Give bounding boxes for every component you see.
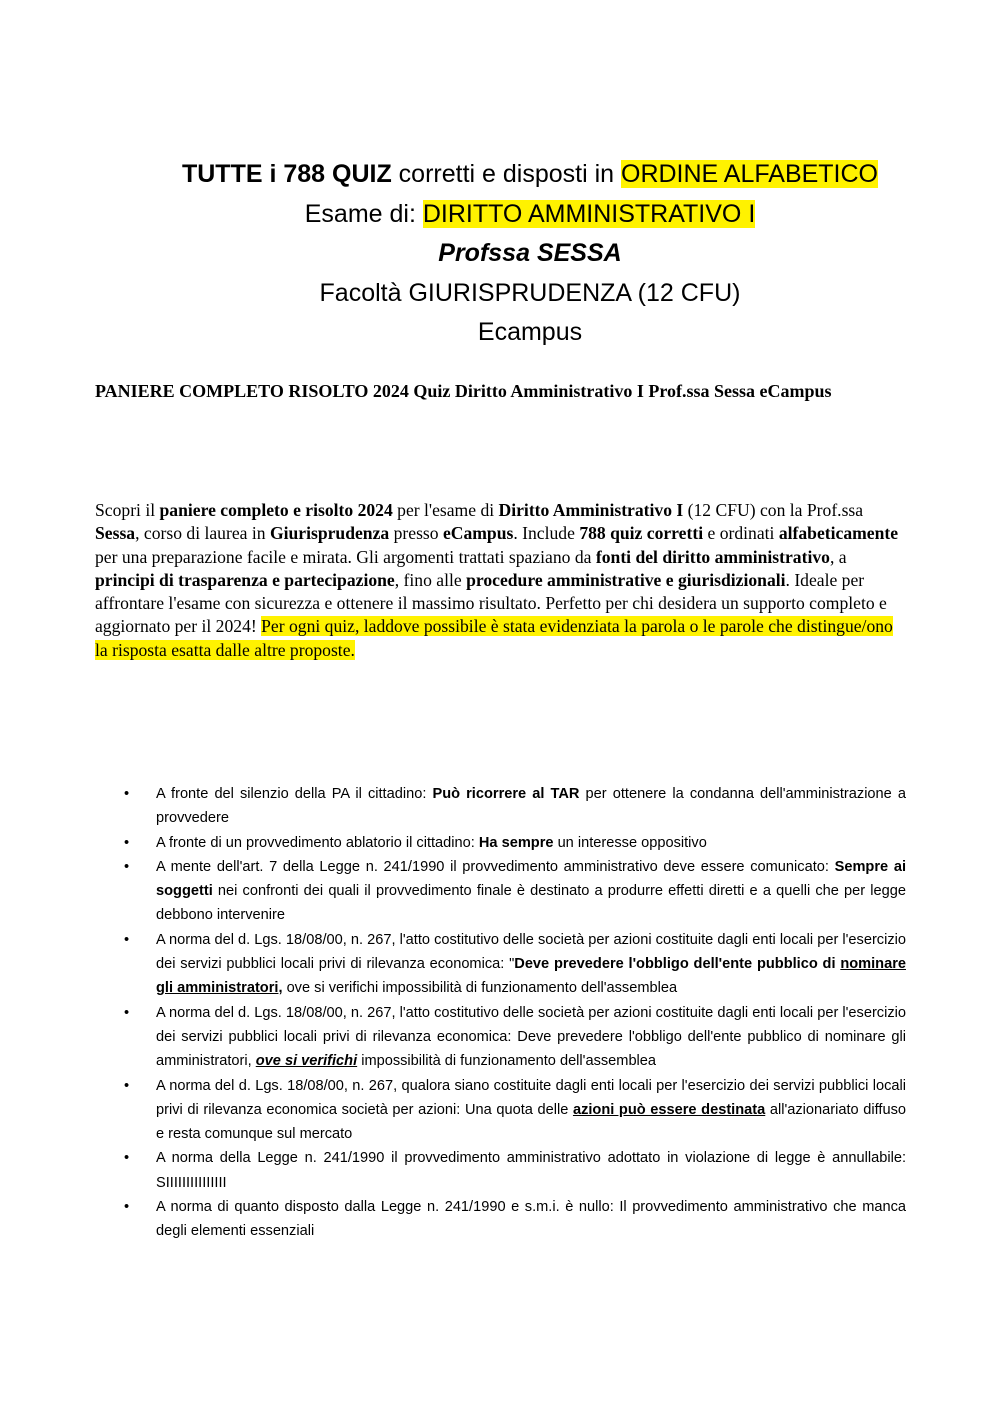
quiz-item: • A norma di quanto disposto dalla Legge n. 241/1990 e s.m.i. è nullo: Il provvedimento amministrativo che manca degli elementi essenziali <box>156 1195 906 1244</box>
bullet-icon: • <box>124 1004 130 1021</box>
bullet-icon: • <box>124 786 130 802</box>
title-faculty: Facoltà GIURISPRUDENZA (12 CFU) <box>319 278 741 307</box>
title-line-1: TUTTE i 788 QUIZ corretti e disposti in ORDINE ALFABETICO <box>181 160 879 188</box>
quiz-item: • A fronte del silenzio della PA il cittadino: Può ricorrere al TAR per ottenere la condanna dell'amministrazione a provvedere <box>156 782 906 831</box>
quiz-item: • A mente dell'art. 7 della Legge n. 241/1990 il provvedimento amministrativo deve essere comunicato: Sempre ai soggetti nei confronti dei quali il provvedimento finale è destinato a produrre effetti diretti e a quelli che per legge debbono intervenire <box>156 855 906 928</box>
bullet-icon: • <box>124 1150 130 1167</box>
title-highlight-order: ORDINE ALFABETICO <box>621 160 879 188</box>
intro-highlight-note: Per ogni quiz, laddove possibile è stata evidenziata la parola o le parole che distingue/ono la risposta esatta dalle altre proposte. <box>95 616 893 660</box>
bullet-icon: • <box>124 1077 130 1094</box>
quiz-item: • A norma del d. Lgs. 18/08/00, n. 267, l'atto costitutivo delle società per azioni costituite dagli enti locali per l'esercizio dei servizi pubblici locali privi di rilevanza economica: "Deve prevedere l'obbligo dell'ente pubblico di nominare gli amministratori, ove si verifichi impossibilità di funzionamento dell'assemblea <box>156 928 906 1001</box>
intro-paragraph: Scopri il paniere completo e risolto 2024 per l'esame di Diritto Amministrativo I (12 CFU) con la Prof.ssa Sessa, corso di laurea in Giurisprudenza presso eCampus. Include 788 quiz corretti e ordinati alfabeticamente per una preparazione facile e mirata. Gli argomenti trattati spaziano da fonti del diritto amministrativo, a principi di trasparenza e partecipazione, fino alle procedure amministrative e giurisdizionali. Ideale per affrontare l'esame con sicurezza e ottenere il massimo risultato. Perfetto per chi desidera un supporto completo e aggiornato per il 2024! Per ogni quiz, laddove possibile è stata evidenziata la parola o le parole che distingue/ono la risposta esatta dalle altre proposte. <box>95 500 899 660</box>
title-line-2: Esame di: DIRITTO AMMINISTRATIVO I <box>304 199 756 228</box>
quiz-item: • A norma della Legge n. 241/1990 il provvedimento amministrativo adottato in violazione di legge è annullabile: SIIIIIIIIIIIIIII <box>156 1146 906 1195</box>
title-university: Ecampus <box>477 318 583 346</box>
quiz-item: • A norma del d. Lgs. 18/08/00, n. 267, l'atto costitutivo delle società per azioni costituite dagli enti locali per l'esercizio dei servizi pubblici locali privi di rilevanza economica: Deve prevedere l'obbligo dell'ente pubblico di nominare gli amministratori, ove si verifichi impossibilità di funzionamento dell'assemblea <box>156 1001 906 1074</box>
document-title <box>0 155 1000 353</box>
section-heading: PANIERE COMPLETO RISOLTO 2024 Quiz Diritto Amministrativo I Prof.ssa Sessa eCampus <box>95 381 832 401</box>
bullet-icon: • <box>124 931 130 948</box>
bullet-icon: • <box>124 834 130 851</box>
quiz-item: • A norma del d. Lgs. 18/08/00, n. 267, qualora siano costituite dagli enti locali per l'esercizio dei servizi pubblici locali privi di rilevanza economica società per azioni: Una quota delle azioni può essere destinata all'azionariato diffuso e resta comunque sul mercato <box>156 1074 906 1147</box>
bullet-icon: • <box>124 1199 130 1216</box>
bullet-icon: • <box>124 858 130 875</box>
title-professor: Profssa SESSA <box>438 239 622 267</box>
quiz-list <box>0 782 907 1244</box>
quiz-item: • A fronte di un provvedimento ablatorio il cittadino: Ha sempre un interesse oppositivo <box>156 831 906 855</box>
title-highlight-subject: DIRITTO AMMINISTRATIVO I <box>422 199 756 228</box>
